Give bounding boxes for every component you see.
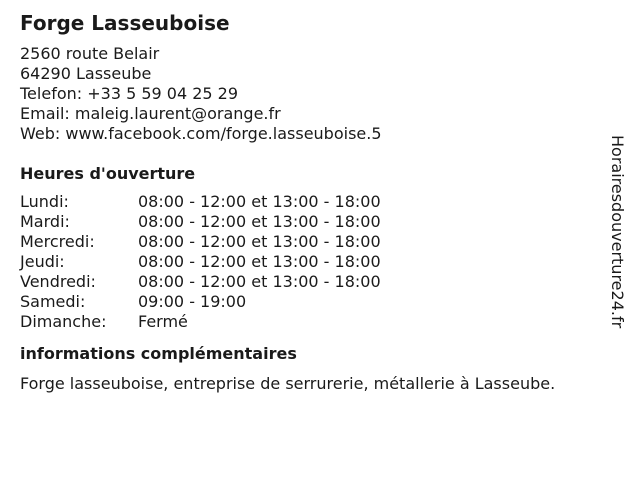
hours-row-tuesday: [20, 212, 600, 232]
website-link[interactable]: Web: www.facebook.com/forge.lasseuboise.5: [20, 124, 382, 143]
day-label: Mercredi:: [20, 232, 95, 251]
hours-row-friday: [20, 272, 600, 292]
hours-value: 08:00 - 12:00 et 13:00 - 18:00: [138, 272, 381, 291]
business-card: [20, 10, 600, 394]
hours-value: 08:00 - 12:00 et 13:00 - 18:00: [138, 252, 381, 271]
hours-row-sunday: [20, 312, 600, 332]
hours-row-thursday: [20, 252, 600, 272]
hours-row-saturday: [20, 292, 600, 312]
hours-value: 08:00 - 12:00 et 13:00 - 18:00: [138, 212, 381, 231]
hours-value: Fermé: [138, 312, 188, 331]
hours-row-monday: [20, 192, 600, 212]
day-label: Mardi:: [20, 212, 70, 231]
day-label: Samedi:: [20, 292, 86, 311]
contact-block: [20, 44, 600, 144]
hours-value: 08:00 - 12:00 et 13:00 - 18:00: [138, 232, 381, 251]
hours-value: 08:00 - 12:00 et 13:00 - 18:00: [138, 192, 381, 211]
city-address: 64290 Lasseube: [20, 64, 152, 83]
day-label: Vendredi:: [20, 272, 96, 291]
hours-value: 09:00 - 19:00: [138, 292, 247, 311]
hours-table: [20, 192, 600, 332]
info-heading: informations complémentaires: [20, 344, 297, 363]
site-watermark: Horairesdouverture24.fr: [608, 135, 627, 329]
day-label: Lundi:: [20, 192, 69, 211]
street-address: 2560 route Belair: [20, 44, 160, 63]
day-label: Dimanche:: [20, 312, 107, 331]
business-description: Forge lasseuboise, entreprise de serrurerie, métallerie à Lasseube.: [20, 374, 556, 393]
hours-heading: Heures d'ouverture: [20, 164, 196, 183]
phone-number[interactable]: Telefon: +33 5 59 04 25 29: [20, 84, 239, 103]
hours-row-wednesday: [20, 232, 600, 252]
day-label: Jeudi:: [20, 252, 65, 271]
email-address[interactable]: Email: maleig.laurent@orange.fr: [20, 104, 281, 123]
business-name: Forge Lasseuboise: [20, 11, 230, 35]
